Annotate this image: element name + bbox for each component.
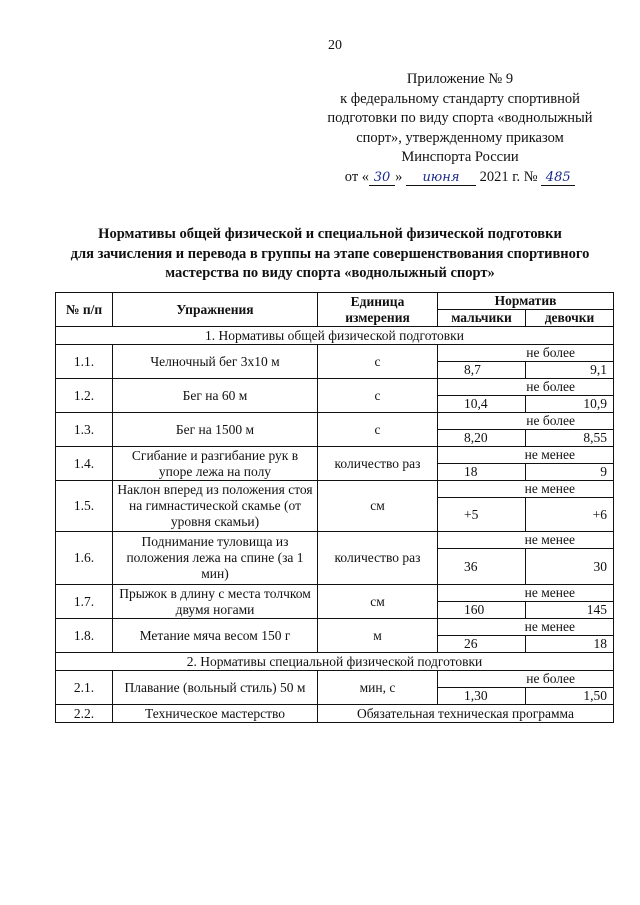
row-num: 1.5. <box>56 481 113 532</box>
row-exercise: Сгибание и разгибание рук в упоре лежа на полу <box>113 447 318 481</box>
row-num: 1.3. <box>56 413 113 447</box>
title-line-1: Нормативы общей физической и специальной физической подготовки <box>98 226 562 242</box>
row-girls-value: 8,55 <box>526 430 614 447</box>
row-num: 2.2. <box>56 705 113 723</box>
date-month: июня <box>422 169 460 185</box>
row-num: 2.1. <box>56 671 113 705</box>
row-exercise: Поднимание туловища из положения лежа на спине (за 1 мин) <box>113 532 318 585</box>
section-2-title: 2. Нормативы специальной физической подготовки <box>56 653 614 671</box>
row-condition: не менее <box>438 481 614 498</box>
row-unit: количество раз <box>318 532 438 585</box>
row-boys-value: 10,4 <box>438 396 526 413</box>
order-number: 485 <box>545 169 571 185</box>
row-girls-value: 10,9 <box>526 396 614 413</box>
row-num: 1.8. <box>56 619 113 653</box>
row-condition: не менее <box>438 447 614 464</box>
title-line-3: мастерства по виду спорта «воднолыжный спорт» <box>165 265 495 281</box>
header-boys: мальчики <box>438 310 526 327</box>
row-unit: мин, с <box>318 671 438 705</box>
row-unit: с <box>318 345 438 379</box>
row-condition: не менее <box>438 585 614 602</box>
row-exercise: Челночный бег 3х10 м <box>113 345 318 379</box>
row-girls-value: 145 <box>526 602 614 619</box>
row-unit: см <box>318 481 438 532</box>
appendix-line-3: подготовки по виду спорта «воднолыжный <box>327 110 593 126</box>
row-num: 1.4. <box>56 447 113 481</box>
row-boys-value: 160 <box>438 602 526 619</box>
row-exercise: Бег на 60 м <box>113 379 318 413</box>
row-exercise: Наклон вперед из положения стоя на гимнастической скамье (от уровня скамьи) <box>113 481 318 532</box>
row-condition: не менее <box>438 619 614 636</box>
row-boys-value: +5 <box>438 498 526 532</box>
header-norm: Норматив <box>438 293 614 310</box>
row-boys-value: 8,7 <box>438 362 526 379</box>
document-title <box>40 225 620 284</box>
row-num: 1.7. <box>56 585 113 619</box>
row-exercise: Плавание (вольный стиль) 50 м <box>113 671 318 705</box>
row-condition: не менее <box>438 532 614 549</box>
appendix-line-2: к федеральному стандарту спортивной <box>340 90 580 107</box>
title-line-2: для зачисления и перевода в группы на этапе совершенствования спортивного <box>70 245 590 262</box>
date-year: 2021 г. № <box>479 168 538 185</box>
appendix-line-4: спорт», утвержденному приказом <box>356 129 564 146</box>
norms-table <box>55 292 614 723</box>
row-condition: не более <box>438 413 614 430</box>
row-num: 1.1. <box>56 345 113 379</box>
row-exercise: Метание мяча весом 150 г <box>113 619 318 653</box>
row-girls-value: 1,50 <box>526 688 614 705</box>
section-1-title: 1. Нормативы общей физической подготовки <box>56 327 614 345</box>
appendix-line-1: Приложение № 9 <box>406 71 514 87</box>
date-day: 30 <box>373 169 391 185</box>
appendix-line-5: Минспорта России <box>401 149 519 165</box>
row-boys-value: 18 <box>438 464 526 481</box>
row-num: 1.2. <box>56 379 113 413</box>
header-unit: Единица измерения <box>318 293 438 327</box>
row-program: Обязательная техническая программа <box>318 705 614 723</box>
row-exercise: Прыжок в длину с места толчком двумя ногами <box>113 585 318 619</box>
date-mid: » <box>395 168 403 185</box>
row-condition: не более <box>438 671 614 688</box>
row-exercise: Техническое мастерство <box>113 705 318 723</box>
row-girls-value: 9,1 <box>526 362 614 379</box>
row-unit: с <box>318 413 438 447</box>
row-boys-value: 26 <box>438 636 526 653</box>
row-condition: не более <box>438 345 614 362</box>
header-exercise: Упражнения <box>113 293 318 327</box>
row-girls-value: 18 <box>526 636 614 653</box>
page-number: 20 <box>328 38 342 53</box>
row-num: 1.6. <box>56 532 113 585</box>
row-boys-value: 1,30 <box>438 688 526 705</box>
row-unit: см <box>318 585 438 619</box>
row-girls-value: 30 <box>526 549 614 585</box>
row-girls-value: +6 <box>526 498 614 532</box>
row-condition: не более <box>438 379 614 396</box>
row-boys-value: 8,20 <box>438 430 526 447</box>
order-date-line <box>300 168 620 188</box>
header-num: № п/п <box>56 293 113 327</box>
row-unit: с <box>318 379 438 413</box>
row-unit: количество раз <box>318 447 438 481</box>
header-girls: девочки <box>526 310 614 327</box>
row-exercise: Бег на 1500 м <box>113 413 318 447</box>
row-unit: м <box>318 619 438 653</box>
row-boys-value: 36 <box>438 549 526 585</box>
appendix-block <box>300 70 620 187</box>
row-girls-value: 9 <box>526 464 614 481</box>
date-prefix: от « <box>344 168 370 185</box>
